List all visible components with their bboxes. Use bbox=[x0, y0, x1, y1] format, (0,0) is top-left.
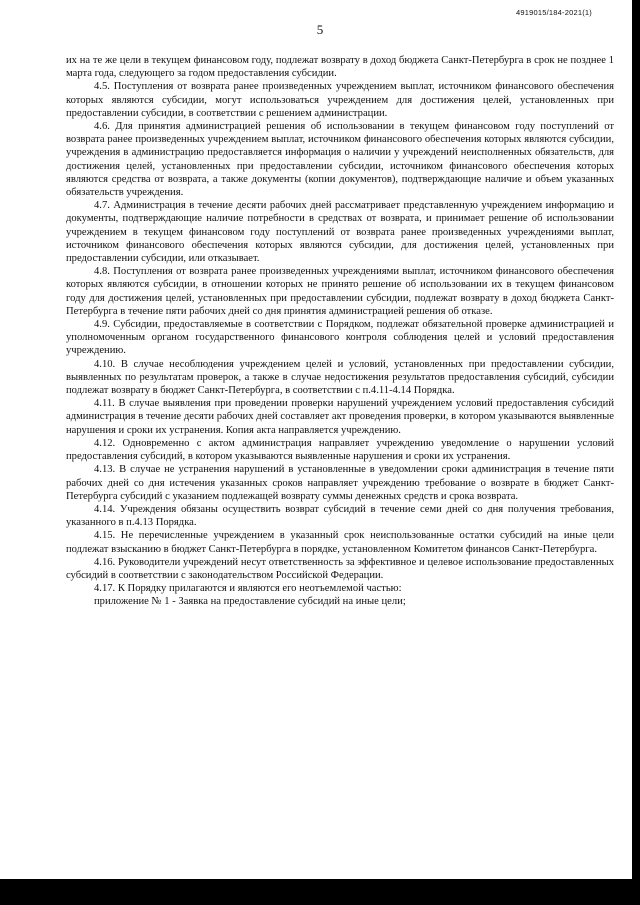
paragraph-4-12: 4.12. Одновременно с актом администрация направляет учреждению уведомление о нарушении условий предоставления субсидий, в котором указываются выявленные нарушения и сроки их устранения. bbox=[66, 437, 614, 463]
page-number: 5 bbox=[316, 22, 324, 37]
paragraph-4-13: 4.13. В случае не устранения нарушений в установленные в уведомлении сроки администрация в течение пяти рабочих дней со дня истечения указанных сроков направляет учреждению требование о возврате в бюджет Санкт-Петербурга субсидий с указанием подлежащей возврату суммы денежных средств и срока возврата. bbox=[66, 464, 614, 502]
paragraph-4-17: 4.17. К Порядку прилагаются и являются его неотъемлемой частью: bbox=[94, 583, 402, 595]
paragraph-continuation: их на те же цели в текущем финансовом году, подлежат возврату в доход бюджета Санкт-Петербурга в срок не позднее 1 марта года, следующего за годом предоставления субсидии. bbox=[66, 55, 614, 80]
scan-edge-bottom bbox=[0, 879, 640, 905]
scan-edge-right bbox=[632, 0, 640, 880]
paragraph-4-16: 4.16. Руководители учреждений несут ответственность за эффективное и целевое использование предоставленных субсидий в соответствии с законодательством Российской Федерации. bbox=[66, 556, 614, 581]
paragraph-4-7: 4.7. Администрация в течение десяти рабочих дней рассматривает представленную учреждением информацию и документы, подтверждающие наличие потребности в средствах от возврата, и принимает решение об использовании учреждением в текущем финансовом году поступлений от возврата ранее произведенных учреждениями выплат, источником финансового обеспечения которых являются субсидии, для достижения целей, установленных при предоставлении субсидии, или отказывает. bbox=[66, 200, 614, 265]
paragraph-4-14: 4.14. Учреждения обязаны осуществить возврат субсидий в течение семи дней со дня получения требования, указанного в п.4.13 Порядка. bbox=[66, 503, 614, 529]
paragraph-4-10: 4.10. В случае несоблюдения учреждением целей и условий, установленных при предоставлении субсидии, выявленных по результатам проверок, а также в случае недостижения результатов предоставления субсидий, субсидии подлежат возврату в бюджет Санкт-Петербурга, в соответствии с п.4.11-4.14 Порядка. bbox=[66, 358, 614, 397]
paragraph-4-8: 4.8. Поступления от возврата ранее произведенных учреждениями выплат, источником финансового обеспечения которых являются субсидии, в отношении которых не принято решение об использовании их в текущем финансовом году для достижения целей, установленных при предоставлении субсидии, подлежат возврату в доход бюджета Санкт-Петербурга в течение пяти рабочих дней со дня принятия администрацией решения об отказе. bbox=[66, 266, 614, 317]
paragraph-4-6: 4.6. Для принятия администрацией решения об использовании в текущем финансовом году поступлений от возврата ранее произведенных учреждением выплат, источником финансового обеспечения которых являются субсидии, учреждения в администрацию предоставляется информация о наличии у учреждений неисполненных обязательств, для достижения целей, установленных при предоставлении субсидии, источником финансового обеспечения которых являются средства от возврата, а также документы (копии документов), подтверждающие наличие и объем указанных обязательств учреждения. bbox=[66, 121, 614, 199]
paragraph-4-15: 4.15. Не перечисленные учреждением в указанный срок неиспользованные остатки субсидий на иные цели подлежат взысканию в бюджет Санкт-Петербурга в порядке, установленном Комитетом финансов Санкт-Петербурга. bbox=[66, 530, 614, 555]
paragraph-4-5: 4.5. Поступления от возврата ранее произведенных учреждением выплат, источником финансового обеспечения которых являются субсидии, могут использоваться учреждением для достижения целей, установленных при предоставлении субсидии, в соответствии с решением администрации. bbox=[66, 81, 614, 119]
appendix-item-1: приложение № 1 - Заявка на предоставление субсидий на иные цели; bbox=[94, 596, 406, 608]
paragraph-4-11: 4.11. В случае выявления при проведении проверки нарушений учреждением условий предоставления субсидий администрация в течение десяти рабочих дней составляет акт проведения проверки, в котором указываются выявленные нарушения и сроки их устранения. Копия акта направляется учреждению. bbox=[66, 398, 614, 436]
document-number: 4919015/184-2021(1) bbox=[516, 8, 592, 17]
paragraph-4-9: 4.9. Субсидии, предоставляемые в соответствии с Порядком, подлежат обязательной проверке администрацией и уполномоченным органом государственного финансового контроля соблюдения целей и условий предоставления учреждению. bbox=[66, 319, 614, 357]
document-body bbox=[66, 54, 614, 609]
